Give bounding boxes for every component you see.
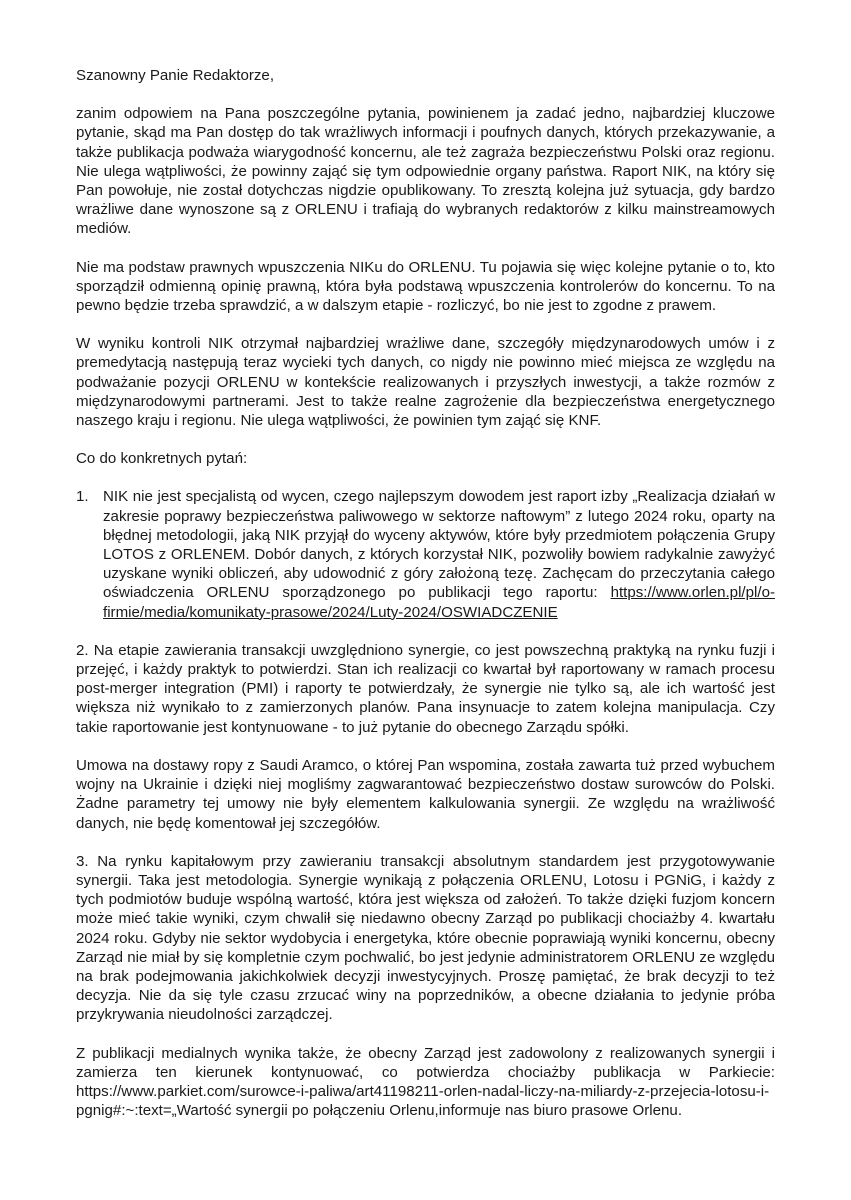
questions-label: Co do konkretnych pytań: bbox=[76, 450, 248, 468]
intro-paragraph: zanim odpowiem na Pana poszczególne pytania, powinienem ja zadać jedno, najbardziej kluczowe pytanie, skąd ma Pan dostęp do tak wrażliwych informacji i poufnych danych, których przekazywanie, a także publikacja podważa wiarygodność koncernu, ale też zagraża bezpieczeństwu Polski oraz regionu. Nie ulega wątpliwości, że powinny zająć się tym odpowiednie organy państwa. Raport NIK, na który się Pan powołuje, nie został dotychczas nigdzie opublikowany. To zresztą kolejna już sytuacja, gdy bardzo wrażliwe dane wynoszone są z ORLENU i trafiają do wybranych redaktorów z kilku mainstreamowych mediów. bbox=[76, 105, 775, 238]
data-leak-paragraph: W wyniku kontroli NIK otrzymał najbardziej wrażliwe dane, szczegóły międzynarodowych umów i z premedytacją następują teraz wycieki tych danych, co nigdy nie powinno mieć miejsca ze względu na podważanie pozycji ORLENU w kontekście realizowanych i przyszłych inwestycji, a także rozmów z międzynarodowymi partnerami. Jest to także realne zagrożenie dla bezpieczeństwa energetycznego naszego kraju i regionu. Nie ulega wątpliwości, że powinien tym zająć się KNF. bbox=[76, 335, 775, 430]
orlen-statement-link[interactable]: https://www.orlen.pl/pl/o-firmie/media/komunikaty-prasowe/2024/Luty-2024/OSWIADCZENIE bbox=[103, 584, 775, 621]
list-item-text: NIK nie jest specjalistą od wycen, czego najlepszym dowodem jest raport izby „Realizacja działań w zakresie poprawy bezpieczeństwa paliwowego w sektorze naftowym” z lutego 2024 roku, oparty na błędnej metodologii, jaką NIK przyjął do wyceny aktywów, które były przedmiotem połączenia Grupy LOTOS z ORLENEM. Dobór danych, z których korzystał NIK, pozwoliły bowiem radykalnie zawyżyć uzyskane wyniki obliczeń, aby udowodnić z góry założoną tezę. Zachęcam do przeczytania całego oświadczenia ORLENU sporządzonego po publikacji tego raportu: bbox=[103, 488, 775, 602]
point-3-paragraph: 3. Na rynku kapitałowym przy zawieraniu transakcji absolutnym standardem jest przygotowywanie synergii. Taka jest metodologia. Synergie wynikają z połączenia ORLENU, Lotosu i PGNiG, i każdy z tych podmiotów buduje wspólną wartość, która jest większa od założeń. To także dzięki fuzjom koncern może mieć takie wyniki, czym chwalił się niedawno obecny Zarząd po publikacji chociażby 4. kwartału 2024 roku. Gdyby nie sektor wydobycia i energetyka, które obecnie poprawiają wyniki koncernu, obecny Zarząd nie miał by się kompletnie czym pochwalić, bo jest jedynie administratorem ORLENU ze względu na brak podejmowania jakichkolwiek decyzji inwestycyjnych. Proszę pamiętać, że brak decyzji to też decyzja. Nie da się tyle czasu zrzucać winy na poprzedników, a obecne działania to jedynie próba przykrywania nieudolności zarządczej. bbox=[76, 852, 775, 1024]
letter-greeting: Szanowny Panie Redaktorze, bbox=[76, 67, 275, 84]
closing-paragraph: Z publikacji medialnych wynika także, że obecny Zarząd jest zadowolony z realizowanych synergii i zamierza ten kierunek kontynuować, co potwierdza chociażby publikacja w Parkiecie: https://www.parkiet.com/surowce-i-paliwa/art41198211-orlen-nadal-liczy-na-miliardy-z-przejecia-lotosu-i-pgnig#:~:text=„Wartość synergii po połączeniu Orlenu,informuje nas biuro prasowe Orlenu. bbox=[76, 1044, 775, 1120]
legal-basis-paragraph: Nie ma podstaw prawnych wpuszczenia NIKu do ORLENU. Tu pojawia się więc kolejne pytanie o to, kto sporządził odmienną opinię prawną, która była podstawą wpuszczenia kontrolerów do koncernu. To na pewno będzie trzeba sprawdzić, a w dalszym etapie - rozliczyć, bo nie jest to zgodne z prawem. bbox=[76, 258, 775, 315]
list-item-number: 1. bbox=[76, 488, 89, 506]
list-item-1 bbox=[76, 487, 775, 621]
point-2-paragraph: 2. Na etapie zawierania transakcji uwzględniono synergie, co jest powszechną praktyką na rynku fuzji i przejęć, i każdy praktyk to potwierdzi. Stan ich realizacji co kwartał był raportowany w ramach procesu post-merger integration (PMI) i raporty te potwierdzały, że synergie nie tylko są, ale ich wartość jest większa niż wynikało to z zamierzonych planów. Pana insynuacje to zatem kolejna manipulacja. Czy takie raportowanie jest kontynuowane - to już pytanie do obecnego Zarządu spółki. bbox=[76, 641, 775, 736]
list-item-body bbox=[103, 487, 775, 621]
aramco-paragraph: Umowa na dostawy ropy z Saudi Aramco, o której Pan wspomina, została zawarta tuż przed wybuchem wojny na Ukrainie i dzięki niej mogliśmy zagwarantować bezpieczeństwo dostaw surowców do Polski. Żadne parametry tej umowy nie były elementem kalkulowania synergii. Ze względu na wrażliwość danych, nie będę komentował jej szczegółów. bbox=[76, 756, 775, 832]
